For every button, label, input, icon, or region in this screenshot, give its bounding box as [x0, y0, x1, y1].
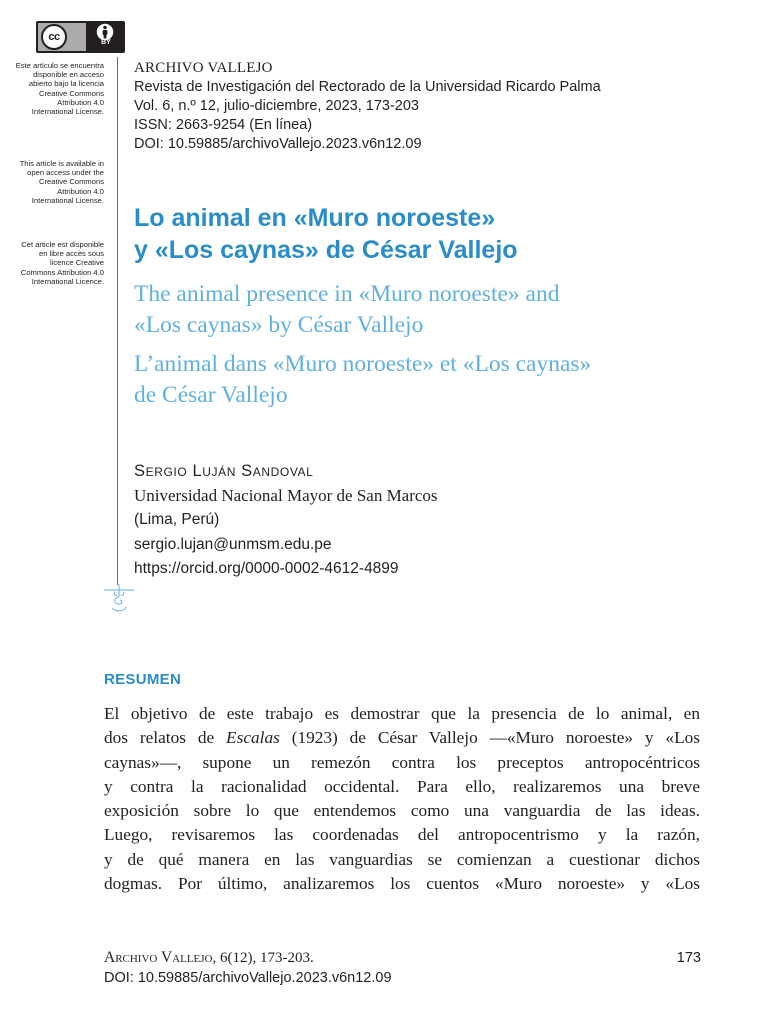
- license-note-es: Este artículo se encuentra disponible en acceso abierto bajo la licencia Creative Commons Attribution 4.0 International License.: [15, 61, 104, 117]
- journal-header: [134, 59, 734, 154]
- abstract-line: [104, 726, 700, 750]
- abstract-line: El objetivo de este trabajo es demostrar que la presencia de lo animal, en: [104, 704, 700, 723]
- title-fr-line: L’animal dans «Muro noroeste» et «Los caynas»: [134, 351, 592, 377]
- footer-citation: [104, 948, 504, 988]
- author-orcid[interactable]: https://orcid.org/0000-0002-4612-4899: [134, 560, 399, 577]
- article-title-es: [134, 203, 744, 266]
- journal-name: ARCHIVO VALLEJO: [134, 60, 273, 76]
- abstract-body: [104, 702, 700, 896]
- page-number: 173: [676, 950, 701, 966]
- creative-commons-icon: cc: [41, 24, 67, 50]
- article-title-en: [134, 279, 754, 341]
- book-title-escalas: Escalas: [226, 728, 280, 748]
- abstract-text: (1923) de César Vallejo —«Muro noroeste» y «Los: [279, 728, 700, 748]
- title-es-line: y «Los caynas» de César Vallejo: [134, 235, 518, 264]
- abstract-line: caynas»—, supone un remezón contra los preceptos antropocéntricos: [104, 752, 700, 772]
- footer-journal-name: Archivo Vallejo: [104, 949, 213, 966]
- abstract-line: Luego, revisaremos las coordenadas del antropocentrismo y la razón,: [104, 825, 700, 845]
- abstract-line: y de qué manera en las vanguardias se comienzan a cuestionar dichos: [104, 849, 700, 869]
- footer-citation-line: [104, 948, 504, 968]
- cc-by-license-badge: [36, 21, 125, 53]
- license-note-en: This article is available in open access under the Creative Commons Attribution 4.0 International License.: [19, 159, 104, 205]
- author-affiliation: Universidad Nacional Mayor de San Marcos: [134, 485, 438, 505]
- by-label: BY: [101, 39, 111, 46]
- decorative-flourish-icon: [102, 583, 136, 613]
- article-title-fr: [134, 349, 754, 411]
- author-name: Sergio Luján Sandoval: [134, 462, 314, 480]
- license-note-fr: Cet article est disponible en libre accès sous licence Creative Commons Attribution 4.0 International Licence.: [20, 240, 104, 286]
- journal-subtitle: Revista de Investigación del Rectorado de la Universidad Ricardo Palma: [134, 79, 601, 95]
- abstract-line: dogmas. Por último, analizaremos los cuentos «Muro noroeste» y «Los: [104, 874, 700, 894]
- title-es-line: Lo animal en «Muro noroeste»: [134, 204, 496, 232]
- author-block: [134, 459, 734, 582]
- abstract-line: y contra la racionalidad occidental. Para ello, realizaremos una breve: [104, 776, 700, 796]
- abstract-line: exposición sobre lo que entendemos como una vanguardia de las ideas.: [104, 801, 700, 821]
- journal-issue: Vol. 6, n.º 12, julio-diciembre, 2023, 173-203: [134, 98, 420, 114]
- abstract-heading: RESUMEN: [104, 671, 182, 688]
- footer-doi[interactable]: DOI: 10.59885/archivoVallejo.2023.v6n12.09: [104, 970, 392, 986]
- title-en-line: «Los caynas» by César Vallejo: [134, 312, 424, 338]
- footer-volume: , 6(12), 173-203.: [212, 950, 314, 966]
- title-fr-line: de César Vallejo: [134, 382, 288, 408]
- title-en-line: The animal presence in «Muro noroeste» and: [134, 281, 560, 307]
- journal-doi[interactable]: DOI: 10.59885/archivoVallejo.2023.v6n12.09: [134, 136, 422, 152]
- author-email[interactable]: sergio.lujan@unmsm.edu.pe: [134, 535, 332, 553]
- sidebar-divider: [117, 57, 118, 585]
- abstract-text: dos relatos de: [104, 728, 227, 748]
- author-location: (Lima, Perú): [134, 511, 220, 528]
- journal-issn: ISSN: 2663-9254 (En línea): [134, 117, 313, 133]
